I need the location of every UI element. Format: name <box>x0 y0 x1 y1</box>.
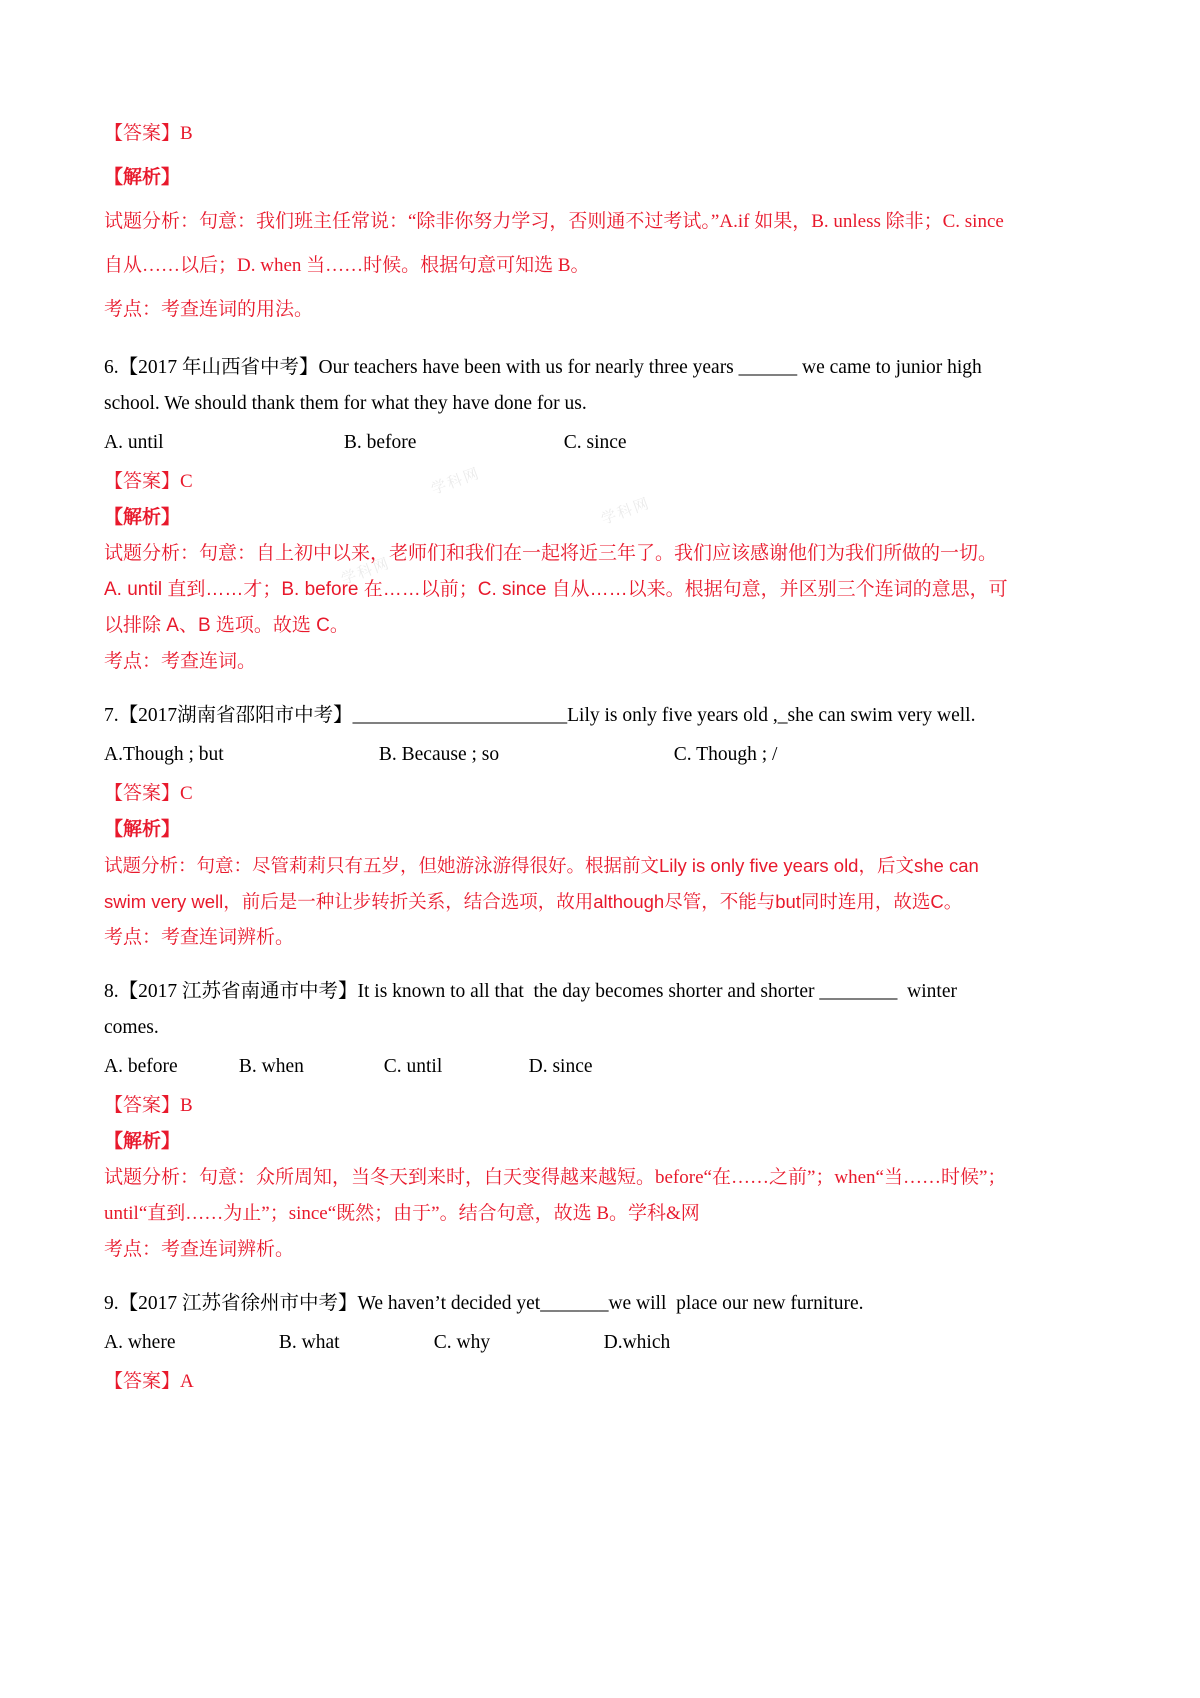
watermark: 学科网 <box>338 554 393 589</box>
answer-line: 【答案】B <box>104 1095 193 1116</box>
question-stem: 9.【2017 江苏省徐州市中考】We haven’t decided yet_______we will place our new furniture. <box>104 1293 864 1314</box>
option-d[interactable]: D. since <box>528 1056 593 1077</box>
analysis-paragraph: 试题分析：句意：尽管莉莉只有五岁，但她游泳游得很好。根据前文Lily is only five years old，后文she can swim very well，前后是一种让步转折关系，结合选项，故用although尽管，不能与but同时连用，故选C。 <box>104 855 984 912</box>
question-block <box>104 1286 1014 1400</box>
document-body <box>104 112 1014 1400</box>
explanation-label: 【解析】 <box>104 507 181 528</box>
option-row <box>104 1322 1014 1364</box>
knowledge-point-line: 考点：考查连词辨析。 <box>104 1239 295 1260</box>
question-block <box>104 974 1014 1268</box>
option-d[interactable]: D.which <box>603 1332 671 1353</box>
watermark: 学科网 <box>598 494 653 529</box>
option-row <box>104 1046 1014 1088</box>
knowledge-point-line: 考点：考查连词的用法。 <box>104 299 314 320</box>
option-a[interactable]: A.Though ; but <box>104 744 224 765</box>
option-a[interactable]: A. until <box>104 432 164 453</box>
watermark: 学科网 <box>428 464 483 499</box>
knowledge-point-line: 考点：考查连词。 <box>104 651 257 672</box>
analysis-paragraph: 试题分析：句意：众所周知，当冬天到来时，白天变得越来越短。before“在……之前”；when“当……时候”；until“直到……为止”；since“既然；由于”。结合句意，故选 B。学科&网 <box>104 1167 1007 1224</box>
question-block <box>104 350 1014 680</box>
answer-line: 【答案】C <box>104 471 193 492</box>
option-row <box>104 422 1014 464</box>
question-stem: 6.【2017 年山西省中考】Our teachers have been with us for nearly three years ______ we came to junior high school. We should thank them for what they have done for us. <box>104 357 987 414</box>
question-stem: 7.【2017湖南省邵阳市中考】______________________Lily is only five years old ,_she can swim very well. <box>104 705 976 726</box>
analysis-paragraph: 试题分析：句意：我们班主任常说：“除非你努力学习，否则通不过考试。”A.if 如果，B. unless 除非；C. since 自从……以后；D. when 当……时候。根据句意可知选 B。 <box>104 211 1009 276</box>
option-b[interactable]: B. before <box>343 432 417 453</box>
question-stem: 8.【2017 江苏省南通市中考】It is known to all that the day becomes shorter and shorter ________ winter comes. <box>104 981 962 1038</box>
answer-line: 【答案】B <box>104 123 193 144</box>
option-a[interactable]: A. where <box>104 1332 176 1353</box>
option-c[interactable]: C. until <box>383 1056 443 1077</box>
option-row <box>104 734 1014 776</box>
analysis-paragraph: 试题分析：句意：自上初中以来，老师们和我们在一起将近三年了。我们应该感谢他们为我们所做的一切。A. until 直到……才；B. before 在……以前；C. since 自从……以来。根据句意，并区别三个连词的意思，可以排除 A、B 选项。故选 C。 <box>104 543 1008 636</box>
answer-line: 【答案】A <box>104 1371 194 1392</box>
option-c[interactable]: C. since <box>563 432 627 453</box>
question-block <box>104 698 1014 956</box>
explanation-label: 【解析】 <box>104 1131 181 1152</box>
knowledge-point-line: 考点：考查连词辨析。 <box>104 927 295 948</box>
option-b[interactable]: B. when <box>238 1056 304 1077</box>
option-c[interactable]: C. Though ; / <box>673 744 778 765</box>
option-b[interactable]: B. what <box>278 1332 340 1353</box>
option-b[interactable]: B. Because ; so <box>378 744 500 765</box>
option-a[interactable]: A. before <box>104 1056 178 1077</box>
explanation-label: 【解析】 <box>104 819 181 840</box>
option-c[interactable]: C. why <box>433 1332 491 1353</box>
explanation-label: 【解析】 <box>104 167 181 188</box>
answer-line: 【答案】C <box>104 783 193 804</box>
